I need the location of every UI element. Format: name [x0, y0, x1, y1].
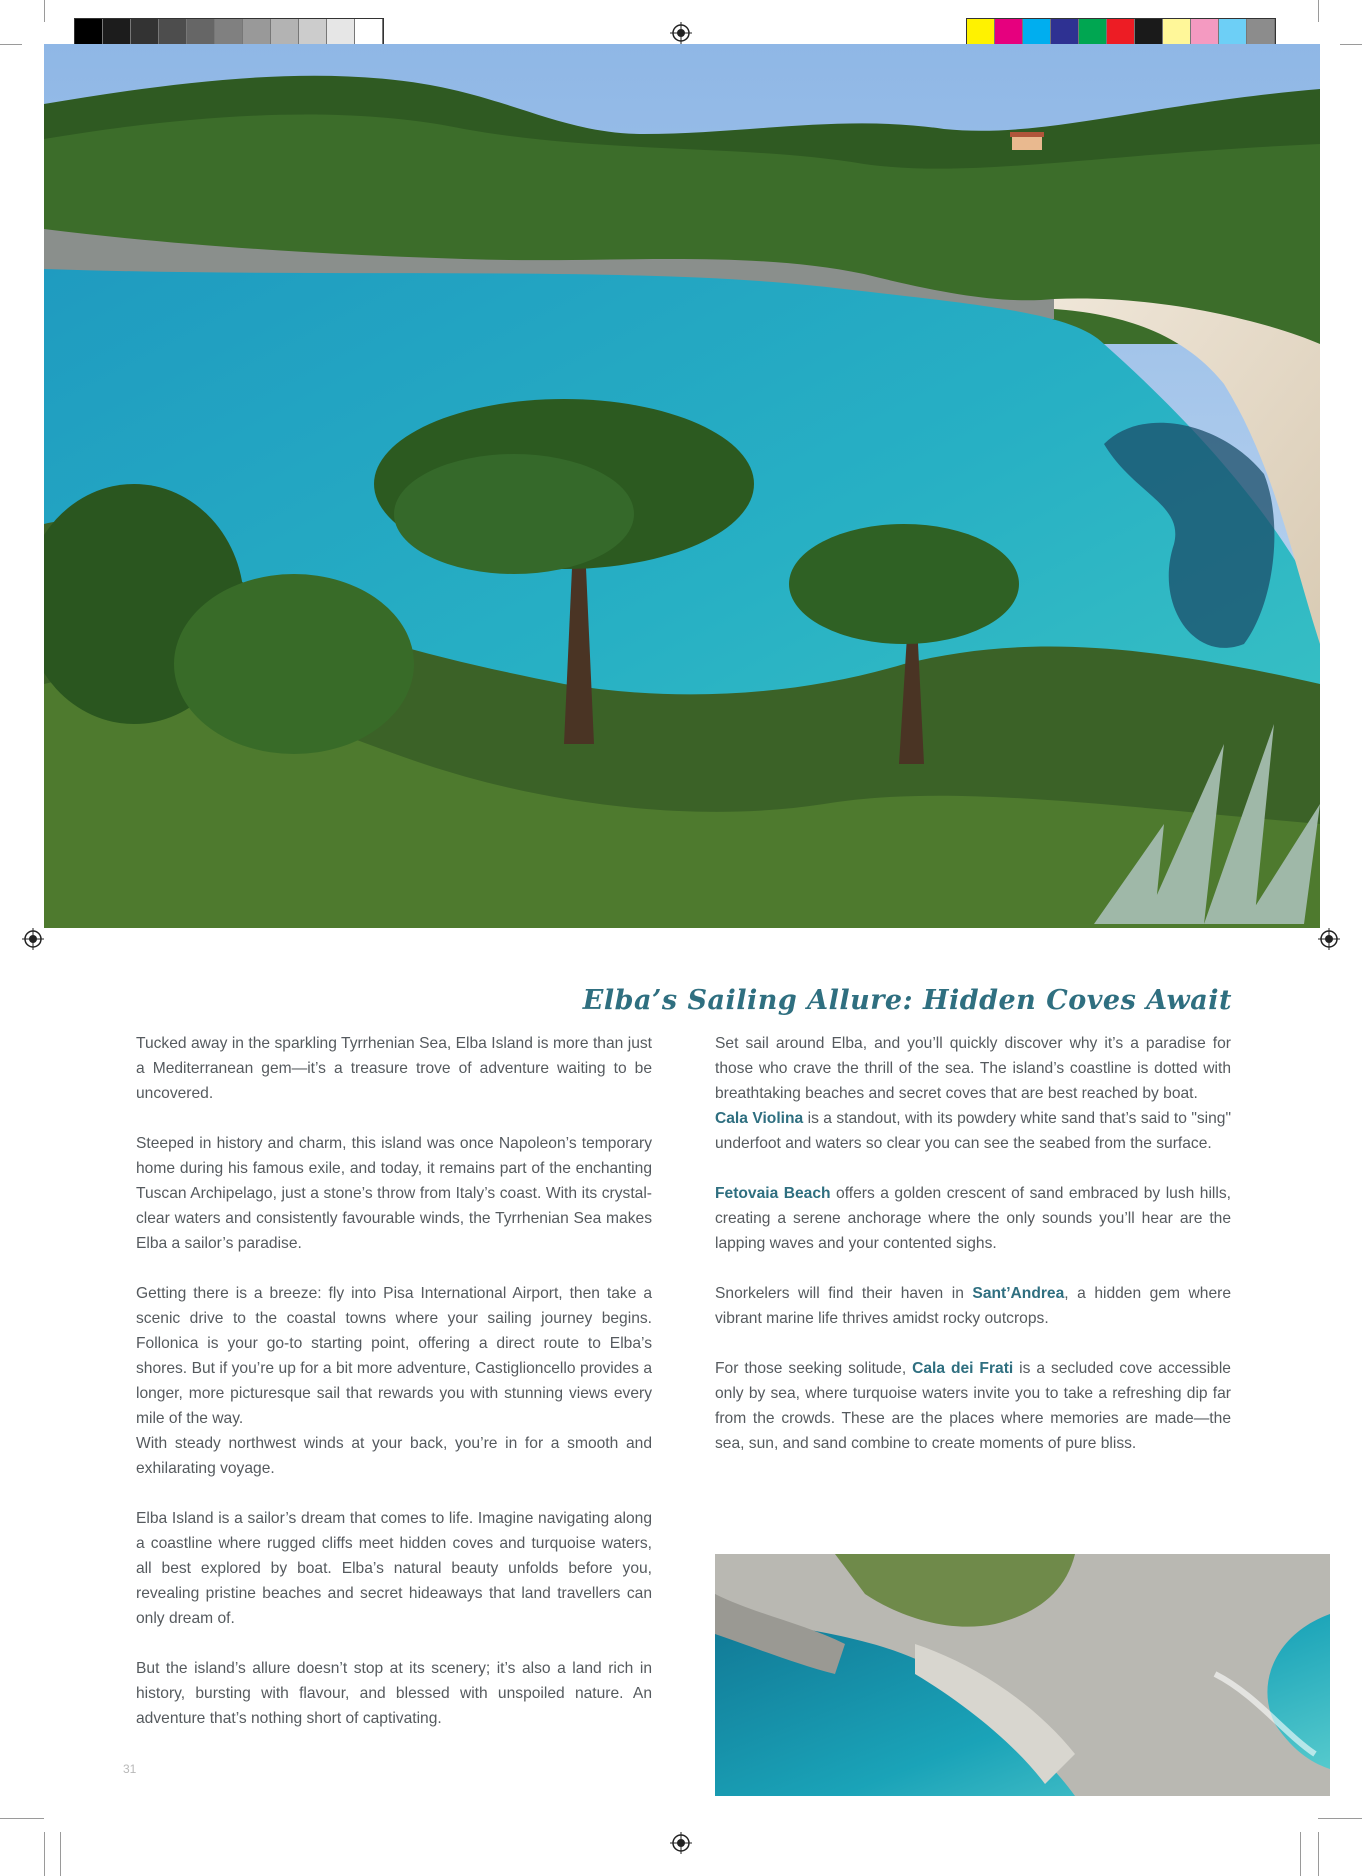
grayscale-color-bar	[74, 18, 384, 46]
left-text-column	[136, 1031, 652, 1756]
paragraph-santandrea	[715, 1281, 1231, 1331]
paragraph-text: , a hidden gem where vibrant marine life thrives amidst rocky outcrops.	[715, 1285, 1231, 1327]
crop-mark	[44, 0, 45, 22]
paragraph: Elba Island is a sailor’s dream that comes to life. Imagine navigating along a coastline where rugged cliffs meet hidden coves and turquoise waters, all best explored by boat. Elba’s natural beauty unfolds before you, revealing pristine beaches and secret hideaways that land travellers can only dream of.	[136, 1510, 652, 1627]
color-swatch	[1135, 19, 1163, 45]
crop-mark	[1318, 0, 1319, 22]
crop-mark	[1340, 44, 1362, 45]
hero-photo	[44, 44, 1320, 928]
color-swatch	[1107, 19, 1135, 45]
paragraph: With steady northwest winds at your back, you’re in for a smooth and exhilarating voyage.	[136, 1435, 652, 1477]
crop-mark	[1318, 1818, 1362, 1819]
color-swatch	[271, 19, 299, 45]
cove-photo	[715, 1554, 1330, 1796]
paragraph: Set sail around Elba, and you’ll quickly discover why it’s a paradise for those who crave the thrill of the sea. The island’s coastline is dotted with breathtaking beaches and secret coves that are best reached by boat.	[715, 1035, 1231, 1102]
color-swatch	[299, 19, 327, 45]
bay-landscape-illustration	[44, 44, 1320, 928]
right-text-column	[715, 1031, 1231, 1481]
place-name-highlight: Sant’Andrea	[972, 1285, 1065, 1302]
page-number: 31	[123, 1762, 137, 1776]
color-swatch	[1079, 19, 1107, 45]
color-swatch	[75, 19, 103, 45]
crosshair-target-icon	[670, 1832, 692, 1854]
article-heading: Elba’s Sailing Allure: Hidden Coves Await	[582, 985, 1232, 1016]
paragraph: Tucked away in the sparkling Tyrrhenian Sea, Elba Island is more than just a Mediterranean gem—it’s a treasure trove of adventure waiting to be uncovered.	[136, 1035, 652, 1102]
paragraph-cala-violina	[715, 1106, 1231, 1156]
color-swatch	[1163, 19, 1191, 45]
paragraph-text: is a standout, with its powdery white sand that’s said to "sing" underfoot and waters so clear you can see the seabed from the surface.	[715, 1110, 1231, 1152]
paragraph: But the island’s allure doesn’t stop at its scenery; it’s also a land rich in history, bursting with flavour, and blessed with unspoiled nature. An adventure that’s nothing short of captivating.	[136, 1660, 652, 1727]
paragraph: Getting there is a breeze: fly into Pisa International Airport, then take a scenic drive to the coastal towns where your sailing journey begins. Follonica is your go-to starting point, offering a direct route to Elba’s shores. But if you’re up for a bit more adventure, Castiglioncello provides a longer, more picturesque sail that rewards you with stunning views every mile of the way.	[136, 1285, 652, 1427]
process-color-bar	[966, 18, 1276, 46]
paragraph-fetovaia	[715, 1181, 1231, 1256]
color-swatch	[187, 19, 215, 45]
paragraph-text: Snorkelers will find their haven in	[715, 1285, 973, 1302]
color-swatch	[1219, 19, 1247, 45]
rocky-cove-illustration	[715, 1554, 1330, 1796]
place-name-highlight: Cala dei Frati	[912, 1360, 1014, 1377]
color-swatch	[159, 19, 187, 45]
crop-mark	[0, 44, 22, 45]
color-swatch	[967, 19, 995, 45]
crosshair-target-icon	[22, 928, 44, 950]
crop-mark	[44, 1832, 45, 1876]
crop-mark	[1318, 1832, 1319, 1876]
paragraph-cala-dei-frati	[715, 1356, 1231, 1456]
paragraph-text: is a secluded cove accessible only by sea, where turquoise waters invite you to take a refreshing dip far from the crowds. These are the places where memories are made—the sea, sun, and sand combine to create moments of pure bliss.	[715, 1360, 1231, 1452]
place-name-highlight: Fetovaia Beach	[715, 1185, 831, 1202]
color-swatch	[1247, 19, 1275, 45]
color-swatch	[1191, 19, 1219, 45]
crop-mark	[1300, 1832, 1301, 1876]
paragraph-text: offers a golden crescent of sand embraced by lush hills, creating a serene anchorage where the only sounds you’ll hear are the lapping waves and your contented sighs.	[715, 1185, 1231, 1252]
color-swatch	[103, 19, 131, 45]
crop-mark	[0, 1818, 44, 1819]
paragraph: Steeped in history and charm, this island was once Napoleon’s temporary home during his famous exile, and today, it remains part of the enchanting Tuscan Archipelago, just a stone’s throw from Italy’s coast. With its crystal-clear waters and consistently favourable winds, the Tyrrhenian Sea makes Elba a sailor’s paradise.	[136, 1135, 652, 1252]
color-swatch	[327, 19, 355, 45]
color-swatch	[995, 19, 1023, 45]
crop-mark	[60, 1832, 61, 1876]
paragraph-text: For those seeking solitude,	[715, 1360, 913, 1377]
color-swatch	[1051, 19, 1079, 45]
crosshair-target-icon	[1318, 928, 1340, 950]
crosshair-target-icon	[670, 22, 692, 44]
color-swatch	[243, 19, 271, 45]
color-swatch	[131, 19, 159, 45]
color-swatch	[215, 19, 243, 45]
color-swatch	[355, 19, 383, 45]
place-name-highlight: Cala Violina	[715, 1110, 804, 1127]
color-swatch	[1023, 19, 1051, 45]
